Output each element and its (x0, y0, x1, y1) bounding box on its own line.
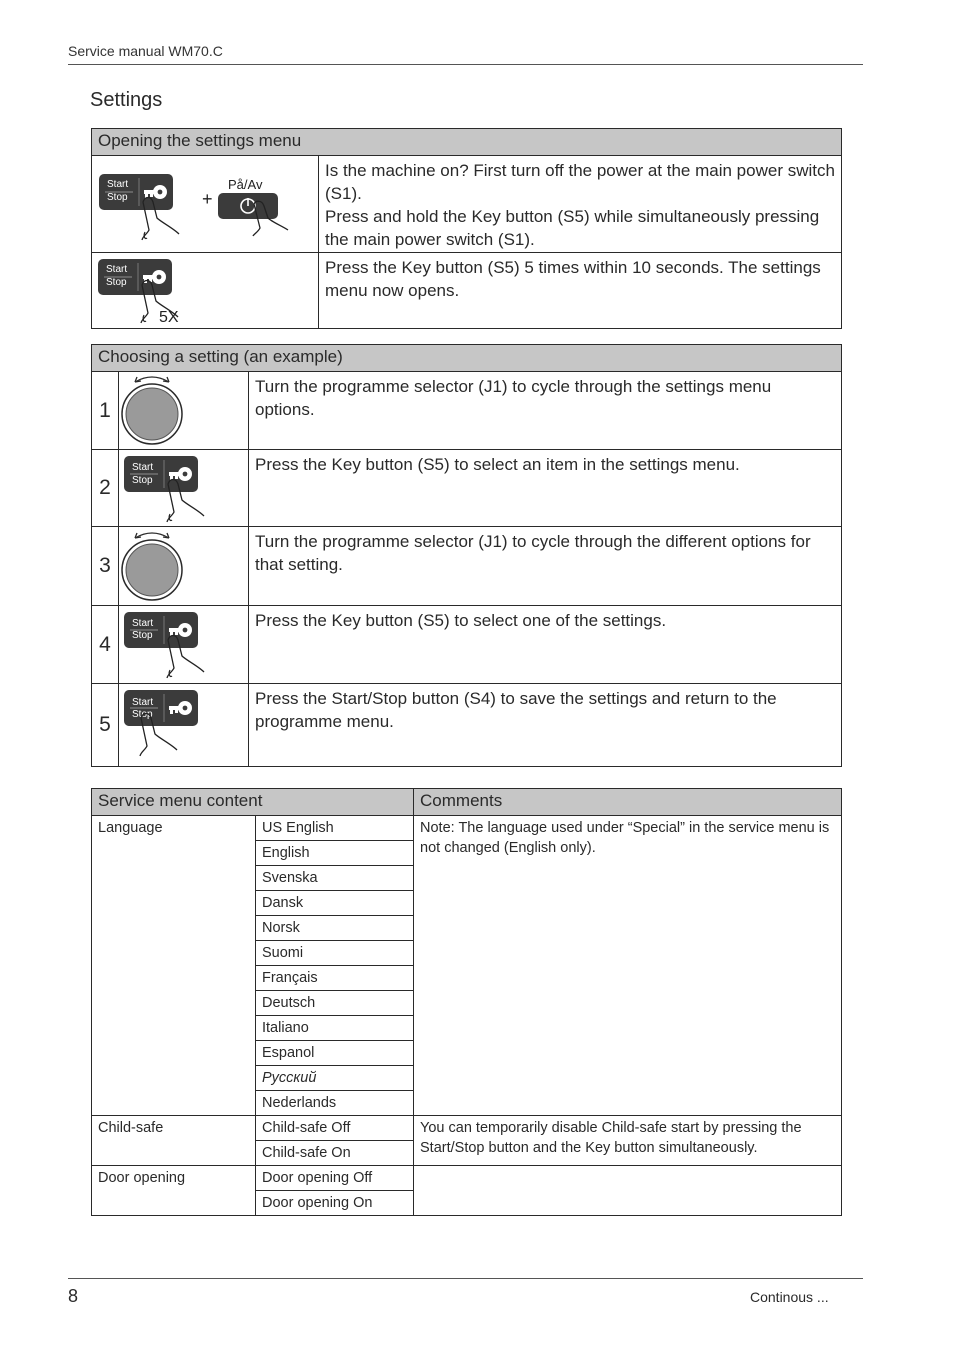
language-option: Norsk (256, 916, 414, 941)
key-start-label: Start (132, 462, 154, 473)
start-label: Start (132, 697, 154, 708)
language-option: Nederlands (256, 1091, 414, 1116)
plus-sign: + (202, 189, 213, 209)
key-stop-label: Stop (132, 475, 153, 486)
key-press-icon (92, 253, 319, 329)
language-option: Suomi (256, 941, 414, 966)
service-menu-table (91, 788, 842, 1216)
key-power-icon (92, 156, 319, 253)
choosing-setting-table (91, 344, 842, 767)
start-stop-illustration (119, 684, 249, 767)
door-opening-comment (414, 1166, 842, 1216)
step-number: 4 (92, 606, 119, 684)
opening-step-1: Is the machine on? First turn off the power at the main power switch (S1). Press and hold the Key button (S5) while simultaneously pressing the main power switch (S1). (319, 156, 842, 253)
header-divider (68, 64, 863, 65)
page-title: Settings (90, 89, 163, 111)
language-option: Русский (256, 1066, 414, 1091)
step-row (92, 527, 842, 606)
step-row (92, 450, 842, 527)
door-opening-option: Door opening On (256, 1191, 414, 1216)
opening-heading: Opening the settings menu (92, 129, 842, 156)
step-text: Turn the programme selector (J1) to cycle through the settings menu options. (249, 372, 842, 450)
key-five-times-illustration (92, 253, 319, 329)
key-button-illustration (119, 450, 249, 527)
service-content-header: Service menu content (92, 789, 414, 816)
step-text: Press the Start/Stop button (S4) to save the settings and return to the programme menu. (249, 684, 842, 767)
comments-header: Comments (414, 789, 842, 816)
door-opening-label: Door opening (92, 1166, 256, 1216)
step-text: Press the Key button (S5) to select one of the settings. (249, 606, 842, 684)
door-opening-option: Door opening Off (256, 1166, 414, 1191)
page-number: 8 (68, 1286, 79, 1306)
childsafe-option: Child-safe Off (256, 1116, 414, 1141)
step-row (92, 372, 842, 450)
power-key-illustration (92, 156, 319, 253)
five-times-label: 5X (159, 309, 179, 326)
step-row (92, 606, 842, 684)
footer-divider (68, 1278, 863, 1279)
language-option: Dansk (256, 891, 414, 916)
language-label: Language (92, 816, 256, 1116)
language-option: Deutsch (256, 991, 414, 1016)
step-text: Turn the programme selector (J1) to cycle through the different options for that setting. (249, 527, 842, 606)
step-row (92, 684, 842, 767)
language-option: Svenska (256, 866, 414, 891)
language-option: US English (256, 816, 414, 841)
step-number: 2 (92, 450, 119, 527)
stop-label: Stop (132, 709, 153, 720)
language-option: Français (256, 966, 414, 991)
continued-label: Continous ... (750, 1289, 829, 1305)
language-comment: Note: The language used under “Special” in the service menu is not changed (English only). (414, 816, 842, 1116)
childsafe-option: Child-safe On (256, 1141, 414, 1166)
key-press-icon (119, 450, 249, 527)
step-number: 3 (92, 527, 119, 606)
opening-step-2: Press the Key button (S5) 5 times within 10 seconds. The settings menu now opens. (319, 253, 842, 329)
language-option: English (256, 841, 414, 866)
manual-header: Service manual WM70.C (68, 43, 223, 59)
selector-illustration (119, 372, 249, 450)
key-start-label: Start (107, 179, 129, 190)
language-option: Italiano (256, 1016, 414, 1041)
key-press-icon (119, 606, 249, 684)
key-stop-label: Stop (132, 630, 153, 641)
key-stop-label: Stop (107, 192, 128, 203)
selector-knob-icon (119, 372, 249, 450)
opening-settings-table (91, 128, 842, 329)
power-switch-label: På/Av (228, 177, 263, 192)
selector-knob-icon (119, 527, 249, 606)
step-number: 5 (92, 684, 119, 767)
step-text: Press the Key button (S5) to select an item in the settings menu. (249, 450, 842, 527)
key-stop-label-2: Stop (106, 277, 127, 288)
key-button-illustration (119, 606, 249, 684)
key-start-label: Start (132, 618, 154, 629)
step-number: 1 (92, 372, 119, 450)
childsafe-label: Child-safe (92, 1116, 256, 1166)
key-start-label-2: Start (106, 264, 128, 275)
choosing-heading: Choosing a setting (an example) (92, 345, 842, 372)
selector-illustration (119, 527, 249, 606)
language-option: Espanol (256, 1041, 414, 1066)
childsafe-comment: You can temporarily disable Child-safe start by pressing the Start/Stop button and the Key button simultaneously. (414, 1116, 842, 1166)
start-stop-press-icon (119, 684, 249, 767)
